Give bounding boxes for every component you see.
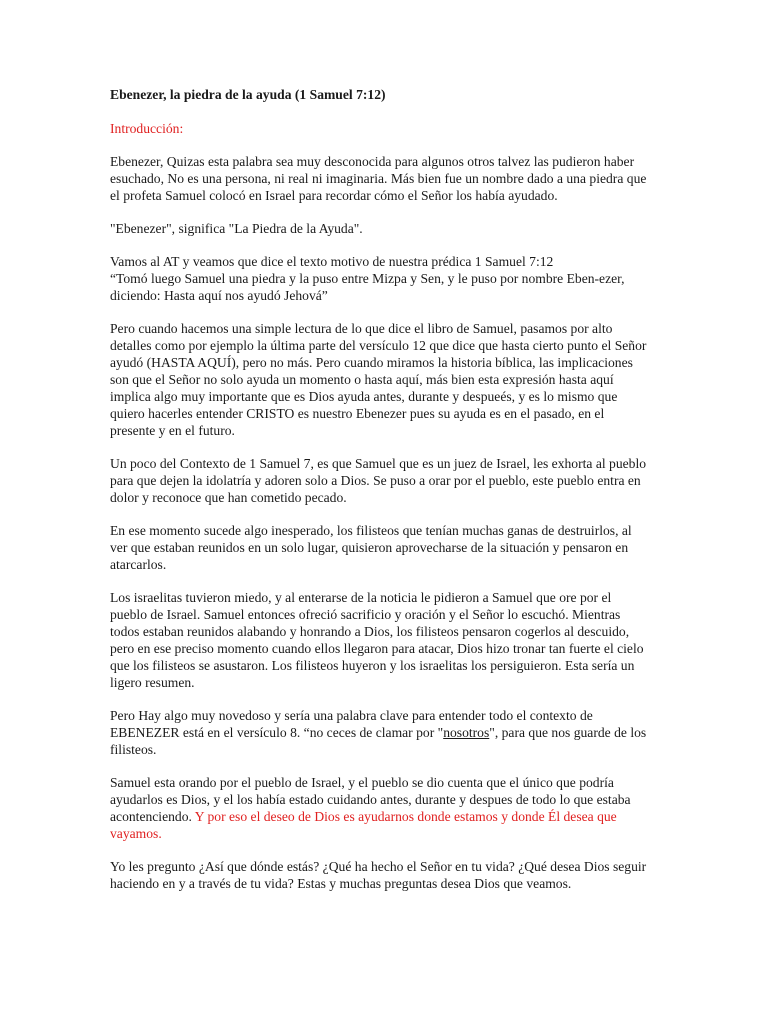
highlighted-sentence: Y por eso el deseo de Dios es ayudarnos donde estamos y donde Él desea que vayamos. <box>110 809 617 841</box>
paragraph-8-end: ", para que nos guarde de los filisteos. <box>110 725 647 757</box>
document-page <box>110 86 650 908</box>
paragraph-9 <box>110 774 650 842</box>
paragraph-8-text: Pero Hay algo muy novedoso y sería una palabra clave para entender todo el contexto de EBENEZER está en el versículo 8. “no ceces de clamar por " <box>110 708 593 740</box>
paragraph-6: En ese momento sucede algo inesperado, los filisteos que tenían muchas ganas de destruirlos, al ver que estaban reunidos en un solo lugar, quisieron aprovecharse de la situación y pensaron en atarcarlos. <box>110 523 632 572</box>
scripture-quote: “Tomó luego Samuel una piedra y la puso entre Mizpa y Sen, y le puso por nombre Eben-ezer, diciendo: Hasta aquí nos ayudó Jehová” <box>110 271 625 303</box>
intro-heading: Introducción: <box>110 121 184 136</box>
paragraph-4: Pero cuando hacemos una simple lectura de lo que dice el libro de Samuel, pasamos por alto detalles como por ejemplo la última parte del versículo 12 que dice que hasta cierto punto el Señor ayudó (HASTA AQUÍ), pero no más. Pero cuando miramos la historia bíblica, las implicaciones son que el Señor no solo ayuda un momento o hasta aquí, más bien esta expresión hasta aquí implica algo muy importante que es Dios ayuda antes, durante y despueés, y es lo mismo que quiero hacerles entender CRISTO es nuestro Ebenezer pues su ayuda es en el pasado, en el presente y en el futuro. <box>110 321 647 438</box>
underlined-word: nosotros <box>443 725 490 740</box>
document-title: Ebenezer, la piedra de la ayuda (1 Samuel 7:12) <box>110 87 386 102</box>
paragraph-3 <box>110 253 650 304</box>
paragraph-7: Los israelitas tuvieron miedo, y al enterarse de la noticia le pidieron a Samuel que ore por el pueblo de Israel. Samuel entonces ofreció sacrificio y oración y el Señor lo escuchó. Mientras todos estaban reunidos alabando y honrando a Dios, los filisteos pensaron cogerlos al descuido, pero en ese preciso momento cuando ellos llegaron para atacar, Dios hizo tronar tan fuerte el cielo que los filisteos se asustaron. Los filisteos huyeron y los israelitas los persiguieron. Esta sería un ligero resumen. <box>110 590 644 690</box>
paragraph-1: Ebenezer, Quizas esta palabra sea muy desconocida para algunos otros talvez las pudieron haber esuchado, No es una persona, ni real ni imaginaria. Más bien fue un nombre dado a una piedra que el profeta Samuel colocó en Israel para recordar cómo el Señor los había ayudado. <box>110 154 647 203</box>
paragraph-8 <box>110 707 650 758</box>
paragraph-3-intro: Vamos al AT y veamos que dice el texto motivo de nuestra prédica 1 Samuel 7:12 <box>110 254 554 269</box>
paragraph-9-text: Samuel esta orando por el pueblo de Israel, y el pueblo se dio cuenta que el único que podría ayudarlos es Dios, y el los había estado cuidando antes, durante y despues de todo lo que estaba acontenciendo. <box>110 775 631 824</box>
paragraph-5: Un poco del Contexto de 1 Samuel 7, es que Samuel que es un juez de Israel, les exhorta al pueblo para que dejen la idolatría y adoren solo a Dios. Se puso a orar por el pueblo, este pueblo entra en dolor y reconoce que han cometido pecado. <box>110 456 647 505</box>
paragraph-10: Yo les pregunto ¿Así que dónde estás? ¿Qué ha hecho el Señor en tu vida? ¿Qué desea Dios seguir haciendo en y a través de tu vida? Estas y muchas preguntas desea Dios que veamos. <box>110 859 647 891</box>
paragraph-2: "Ebenezer", significa "La Piedra de la Ayuda". <box>110 221 363 236</box>
